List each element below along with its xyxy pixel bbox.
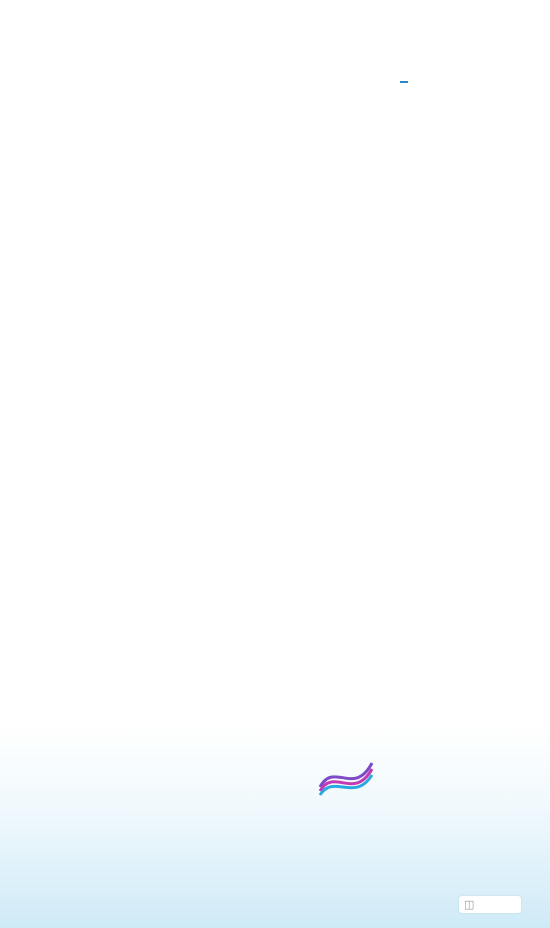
book-icon: ◫ bbox=[464, 898, 475, 911]
kepu-china-logo bbox=[296, 755, 396, 825]
series-tag bbox=[400, 81, 408, 83]
bottom-sunflower-decoration bbox=[0, 668, 550, 928]
series-brand bbox=[356, 20, 476, 100]
wave-logo-icon bbox=[316, 757, 376, 801]
page-number-box bbox=[459, 896, 521, 913]
